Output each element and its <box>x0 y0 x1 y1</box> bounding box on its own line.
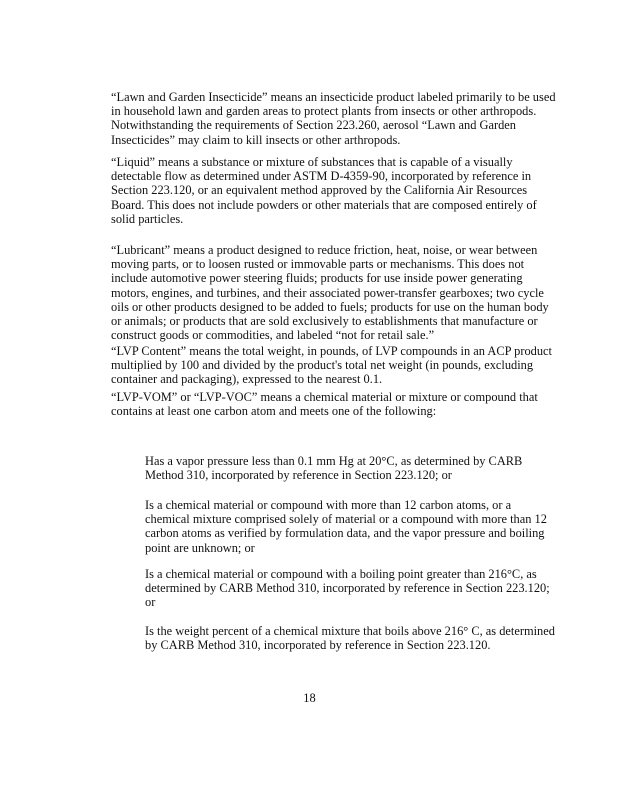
text-line: or animals; or products that are sold exclusively to establishments that manufacture or <box>111 314 538 329</box>
text-line: include automotive power steering fluids; products for use inside power generating <box>111 271 523 286</box>
text-line: “Lubricant” means a product designed to reduce friction, heat, noise, or wear between <box>111 243 538 257</box>
page-number: 18 <box>303 691 316 705</box>
text-line: “Liquid” means a substance or mixture of substances that is capable of a visually <box>111 155 513 169</box>
text-line: Is a chemical material or compound with a boiling point greater than 216°C, as <box>145 567 537 581</box>
text-line: “Lawn and Garden Insecticide” means an insecticide product labeled primarily to be used <box>111 90 556 104</box>
text-line: carbon atoms as verified by formulation data, and the vapor pressure and boiling <box>145 526 545 541</box>
text-line: container and packaging), expressed to the nearest 0.1. <box>111 372 383 387</box>
text-line: by CARB Method 310, incorporated by reference in Section 223.120. <box>145 638 491 653</box>
text-line: “LVP Content” means the total weight, in pounds, of LVP compounds in an ACP product <box>111 344 552 358</box>
definition-lubricant <box>111 243 561 342</box>
text-line: Board. This does not include powders or other materials that are composed entirely of <box>111 197 537 212</box>
text-line: “LVP-VOM” or “LVP-VOC” means a chemical material or mixture or compound that <box>111 390 538 404</box>
text-line: solid particles. <box>111 211 184 226</box>
criterion-weight-percent <box>145 624 595 652</box>
text-line: determined by CARB Method 310, incorporated by reference in Section 223.120; <box>145 581 550 596</box>
text-line: Method 310, incorporated by reference in Section 223.120; or <box>145 468 452 483</box>
text-line: Is the weight percent of a chemical mixture that boils above 216° C, as determined <box>145 624 555 638</box>
text-line: oils or other products designed to be added to fuels; products for use on the human body <box>111 299 549 314</box>
criterion-carbon-atoms <box>145 498 595 555</box>
definition-lvp-vom <box>111 390 561 418</box>
text-line: moving parts, or to loosen rusted or immovable parts or mechanisms. This does not <box>111 257 525 272</box>
criterion-vapor-pressure <box>145 454 595 482</box>
text-line: Has a vapor pressure less than 0.1 mm Hg at 20°C, as determined by CARB <box>145 454 523 468</box>
text-line: point are unknown; or <box>145 540 255 555</box>
text-line: contains at least one carbon atom and meets one of the following: <box>111 404 437 419</box>
definition-liquid <box>111 155 561 226</box>
criterion-boiling-point <box>145 567 595 610</box>
text-line: in household lawn and garden areas to protect plants from insects or other arthropods. <box>111 104 537 119</box>
text-line: chemical mixture comprised solely of material or a compound with more than 12 <box>145 512 547 527</box>
text-line: Is a chemical material or compound with more than 12 carbon atoms, or a <box>145 498 512 512</box>
text-line: Notwithstanding the requirements of Section 223.260, aerosol “Lawn and Garden <box>111 118 517 133</box>
definition-lvp-content <box>111 344 561 387</box>
text-line: motors, engines, and turbines, and their associated power-transfer gearboxes; two cycle <box>111 285 544 300</box>
text-line: Insecticides” may claim to kill insects or other arthropods. <box>111 132 401 147</box>
text-line: Section 223.120, or an equivalent method approved by the California Air Resources <box>111 183 528 198</box>
text-line: construct goods or commodities, and labeled “not for retail sale.” <box>111 328 435 343</box>
text-line: or <box>145 595 156 610</box>
definition-lawn-garden-insecticide <box>111 90 561 147</box>
text-line: detectable flow as determined under ASTM D-4359-90, incorporated by reference in <box>111 169 532 184</box>
text-line: multiplied by 100 and divided by the product's total net weight (in pounds, excluding <box>111 358 534 373</box>
